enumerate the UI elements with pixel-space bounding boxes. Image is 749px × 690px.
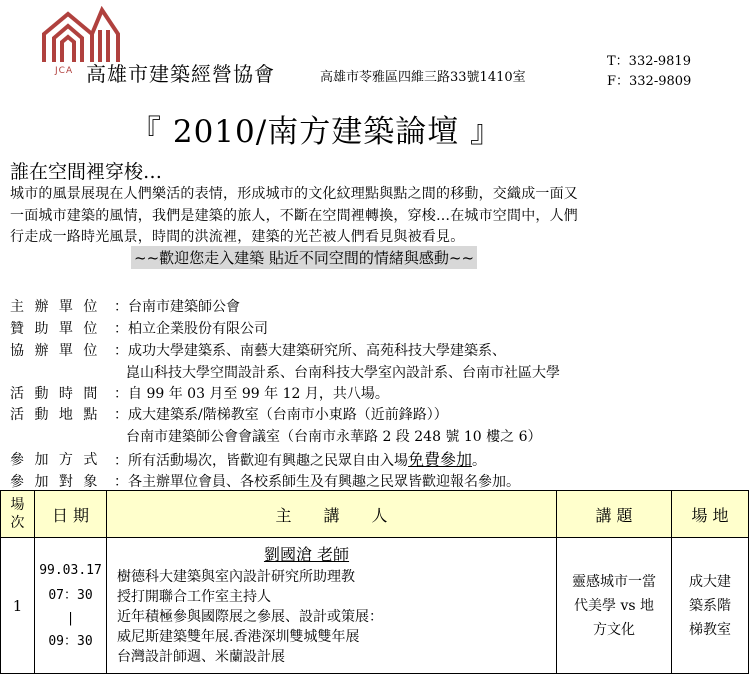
speaker-bio-line: 近年積極參與國際展之參展、設計或策展： [117, 609, 383, 625]
intro-line: 城市的風景展現在人們樂活的表情，形成城市的文化紋理點與點之間的移動，交織成一面又 [10, 186, 578, 202]
sponsor-label: 贊 助 單 位 [10, 321, 101, 337]
co-organizer-value-2: 崑山科技大學空間設計系、台南科技大學室內設計系、台南市社區大學 [126, 365, 560, 381]
header-session: 場 次 [0, 490, 35, 538]
org-address: 高雄市苓雅區四維三路33號1410室 [320, 70, 526, 85]
organizer-value: ：台南市建築師公會 [114, 299, 240, 315]
audience-value: ：各主辦單位會員、各校系師生及有興趣之民眾皆歡迎報名參加。 [114, 474, 520, 490]
header-venue: 場 地 [671, 490, 749, 538]
tel-number: T：332-9819 [607, 54, 691, 69]
association-logo [40, 6, 122, 64]
method-value-post: 。 [472, 453, 487, 469]
header-date: 日 期 [34, 490, 107, 538]
date-cell [34, 537, 107, 674]
co-organizer-value: ：成功大學建築系、南藝大建築研究所、高苑科技大學建築系、 [114, 343, 506, 359]
org-name: 高雄市建築經營協會 [86, 62, 275, 86]
venue-line: 成大建 [689, 573, 731, 590]
time-label: 活 動 時 間 [10, 386, 101, 402]
venue-cell [671, 537, 749, 674]
topic-line: 代美學 vs 地 [574, 597, 654, 614]
speaker-bio-line: 台灣設計師週、米蘭設計展 [117, 649, 285, 665]
fax-number: F：332-9809 [607, 74, 692, 89]
intro-line: 一面城市建築的風情，我們是建築的旅人，不斷在空間裡轉換，穿梭…在城市空間中，人們 [10, 208, 578, 224]
intro-heading: 誰在空間裡穿梭… [10, 161, 163, 183]
co-organizer-label: 協 辦 單 位 [10, 343, 101, 359]
location-value-2: 台南市建築師公會會議室（台南市永華路 2 段 248 號 10 樓之 6） [126, 429, 542, 445]
speaker-bio-line: 授打開聯合工作室主持人 [117, 589, 271, 605]
free-admission-emphasis: 免費參加 [408, 450, 473, 469]
speaker-name: 劉國滄 老師 [263, 545, 350, 564]
method-value-pre: ：所有活動場次，皆歡迎有興趣之民眾自由入場 [114, 453, 408, 469]
audience-label: 參 加 對 象 [10, 474, 101, 490]
time-start: 07：30 [48, 587, 93, 603]
location-label: 活 動 地 點 [10, 407, 101, 423]
time-end: 09：30 [48, 633, 93, 649]
intro-line: 行走成一路時光風景，時間的洪流裡，建築的光芒被人們看見與被看見。 [10, 229, 465, 245]
speaker-bio-line: 威尼斯建築雙年展.香港深圳雙城雙年展 [117, 629, 360, 645]
topic-cell [556, 537, 672, 674]
time-separator: | [66, 610, 75, 626]
slogan: ~~歡迎您走入建築 貼近不同空間的情緒與感動~~ [131, 246, 477, 269]
time-value: ：自 99 年 03 月至 99 年 12 月，共八場。 [114, 386, 389, 402]
organizer-label: 主 辦 單 位 [10, 299, 101, 315]
topic-line: 方文化 [593, 621, 635, 638]
logo-sub-text: JCA [55, 66, 74, 76]
speaker-cell [106, 537, 557, 674]
page-title: 『 2010/南方建築論壇 』 [130, 114, 503, 150]
header-topic: 講 題 [556, 490, 672, 538]
schedule-table [0, 490, 749, 674]
session-number: 1 [0, 537, 35, 674]
session-date: 99.03.17 [39, 562, 102, 578]
topic-line: 靈感城市一當 [572, 573, 656, 590]
method-label: 參 加 方 式 [10, 452, 101, 468]
venue-line: 梯教室 [689, 621, 731, 638]
venue-line: 築系階 [689, 597, 731, 614]
location-value: ：成大建築系/階梯教室（台南市小東路（近前鋒路）） [114, 407, 448, 423]
jca-logo-icon [40, 6, 122, 64]
header-speaker: 主 講 人 [106, 490, 557, 538]
method-value [114, 447, 486, 470]
sponsor-value: ：柏立企業股份有限公司 [114, 321, 268, 337]
speaker-bio-line: 樹德科大建築與室內設計研究所助理教 [117, 569, 355, 585]
